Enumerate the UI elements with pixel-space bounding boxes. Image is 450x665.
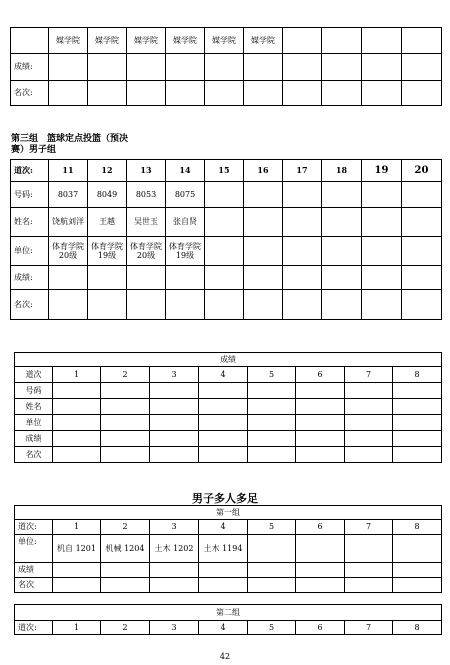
lane-cell: 13 [127,160,166,182]
lane-cell: 5 [248,621,296,635]
lane-row [15,520,442,535]
top-table [10,27,442,106]
lane-cell: 17 [283,160,322,182]
lane-cell: 8 [393,520,442,535]
unit-cell: 机自 1201 [53,535,101,563]
rank-row [11,81,442,106]
unit-cell: 体育学院19级 [88,237,127,266]
lane-cell: 7 [345,621,393,635]
unit-cell: 媒学院 [166,28,205,54]
name-label: 姓名: [11,208,49,237]
lane-cell: 12 [88,160,127,182]
rank-label: 名次: [11,290,49,320]
lane-cell: 16 [244,160,283,182]
lane-cell: 18 [322,160,362,182]
units-row [11,28,442,54]
lane-label: 道次: [15,520,53,535]
lane-row [11,160,442,182]
unit-cell: 媒学院 [88,28,127,54]
lane-cell: 7 [345,367,393,383]
unit-row [11,237,442,266]
number-cell: 8037 [49,182,88,208]
group1-header: 第一组 [15,506,442,520]
unit-cell: 媒学院 [127,28,166,54]
lane-row [15,367,442,383]
score-row [11,266,442,290]
number-row [11,182,442,208]
lane-cell: 1 [53,367,101,383]
lane-cell: 6 [296,367,345,383]
score-table [14,352,442,463]
row-label: 姓名 [15,399,53,415]
group3-heading-line1: 第三组 篮球定点投篮（预决 [11,134,129,144]
unit-label: 单位: [15,535,53,563]
lane-cell: 3 [150,621,199,635]
lane-cell: 7 [345,520,393,535]
multi-foot-group1-table [14,505,442,593]
score-row [11,54,442,81]
number-cell: 8075 [166,182,205,208]
lane-cell: 1 [53,520,101,535]
empty-cell [11,28,49,54]
multi-foot-group2-table [14,604,442,635]
lane-cell: 4 [199,520,248,535]
lane-cell: 5 [248,520,296,535]
row-label: 单位 [15,415,53,431]
lane-cell: 8 [393,621,442,635]
lane-cell: 2 [101,520,150,535]
lane-cell: 14 [166,160,205,182]
row-label: 道次 [15,367,53,383]
group3-heading-line2: 赛）男子组 [11,145,57,155]
name-cell: 张自贤 [166,208,205,237]
row-label: 成绩 [15,431,53,447]
unit-cell: 土木 1202 [150,535,199,563]
lane-cell: 6 [296,621,345,635]
group3-heading [11,134,128,156]
score-label: 成绩 [15,563,53,578]
lane-cell: 6 [296,520,345,535]
lane-label: 道次: [15,621,53,635]
lane-cell: 20 [402,160,442,182]
unit-cell: 体育学院20级 [49,237,88,266]
lane-cell: 1 [53,621,101,635]
lane-cell: 3 [150,367,199,383]
section-title: 男子多人多足 [192,492,258,505]
lane-cell: 19 [362,160,402,182]
lane-cell: 4 [199,621,248,635]
name-row [11,208,442,237]
lane-cell: 4 [199,367,248,383]
lane-cell: 8 [393,367,442,383]
score-label: 成绩: [11,54,49,81]
unit-label: 单位: [11,237,49,266]
rank-label: 名次: [11,81,49,106]
unit-cell: 体育学院19级 [166,237,205,266]
unit-cell: 体育学院20级 [127,237,166,266]
number-cell: 8053 [127,182,166,208]
score-label: 成绩: [11,266,49,290]
unit-row [15,535,442,563]
lane-cell: 15 [205,160,244,182]
unit-cell: 土木 1194 [199,535,248,563]
name-cell: 饶航刘洋 [49,208,88,237]
unit-cell: 机械 1204 [101,535,150,563]
lane-row [15,621,442,635]
name-cell: 吴世玉 [127,208,166,237]
row-label: 号码 [15,383,53,399]
lane-cell: 3 [150,520,199,535]
number-cell: 8049 [88,182,127,208]
lane-cell: 11 [49,160,88,182]
rank-row [11,290,442,320]
lane-cell: 5 [248,367,296,383]
unit-cell: 媒学院 [244,28,283,54]
name-cell: 王越 [88,208,127,237]
unit-cell: 媒学院 [49,28,88,54]
group2-header: 第二组 [15,605,442,621]
score-table-header: 成绩 [15,353,442,367]
rank-label: 名次 [15,578,53,593]
group3-table [10,159,442,320]
lane-cell: 2 [101,367,150,383]
lane-cell: 2 [101,621,150,635]
page-number: 42 [219,652,231,661]
lane-label: 道次: [11,160,49,182]
number-label: 号码: [11,182,49,208]
unit-cell: 媒学院 [205,28,244,54]
row-label: 名次 [15,447,53,463]
